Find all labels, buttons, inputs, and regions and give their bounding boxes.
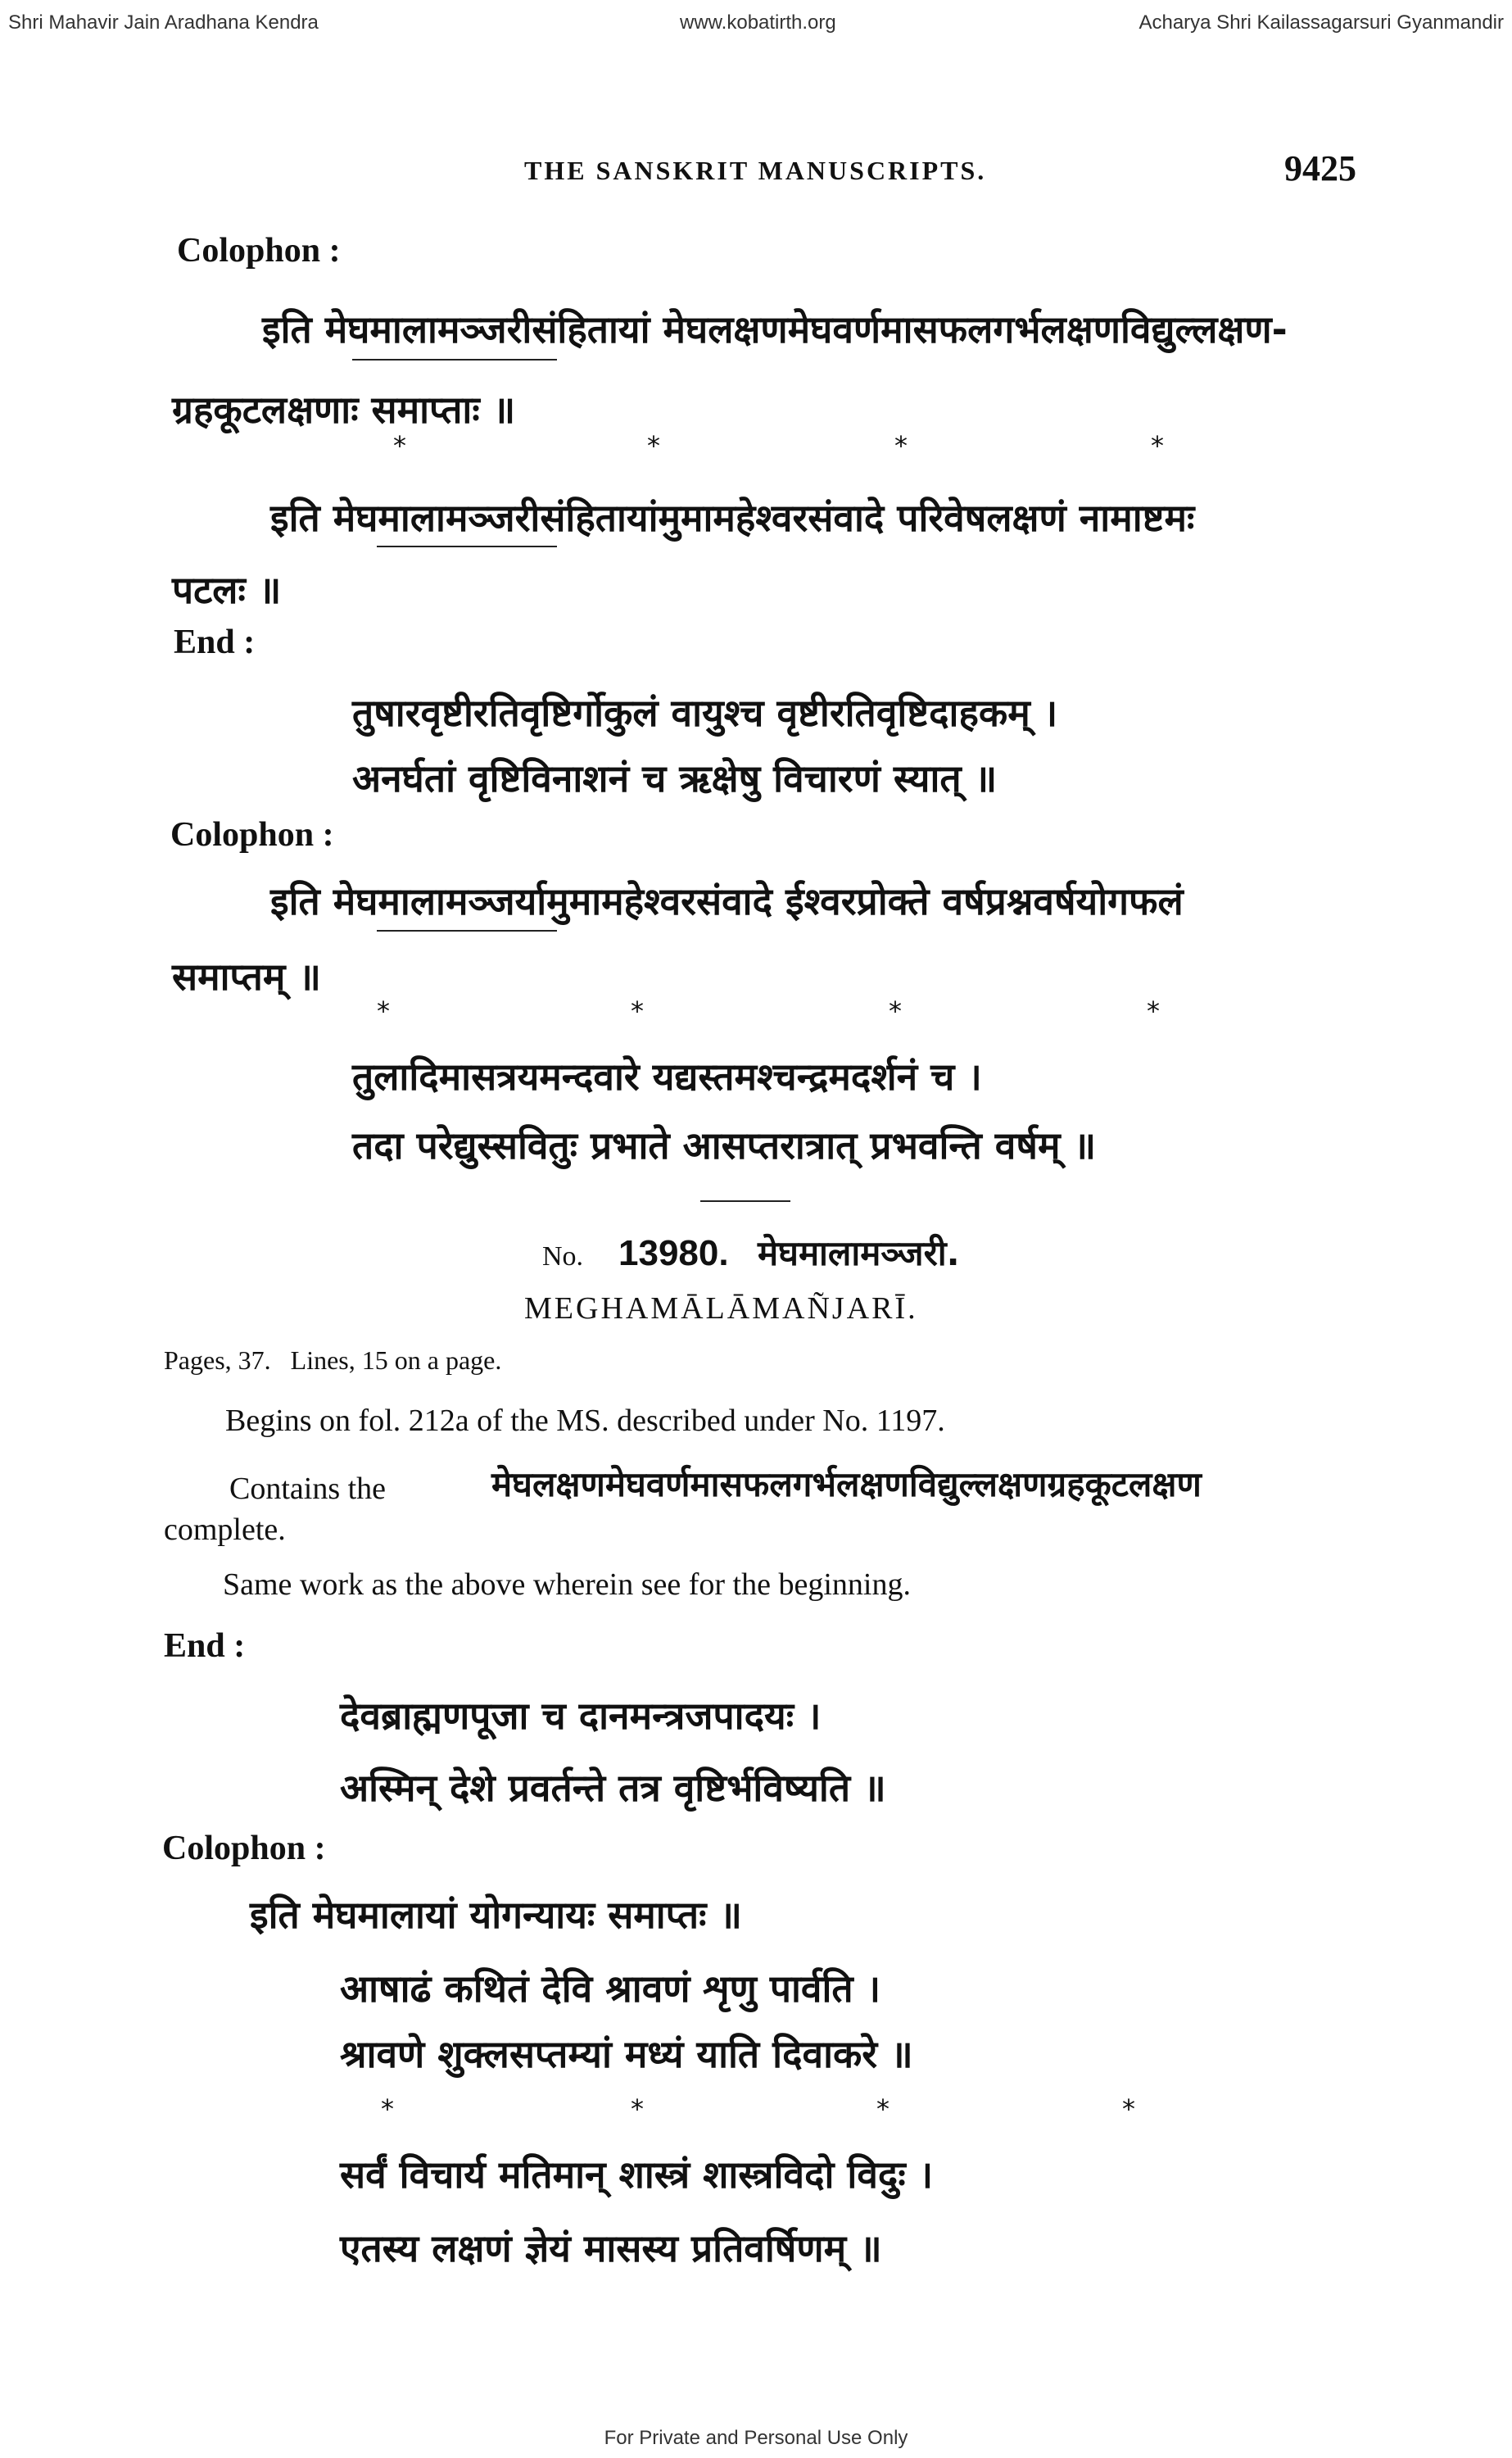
- underline-rule: [377, 930, 557, 932]
- verse-line: श्रावणे शुक्लसप्तम्यां मध्यं याति दिवाकरे ॥: [340, 2032, 913, 2076]
- colophon-line: इति मेघमालामञ्जरीसंहितायांमुमामहेश्वरसंवादे परिवेषलक्षणं नामाष्टमः: [270, 496, 1195, 540]
- separator-star: *: [631, 995, 644, 1027]
- pages-lines: Pages, 37. Lines, 15 on a page.: [164, 1345, 502, 1375]
- verse-line: तुषारवृष्टीरतिवृष्टिर्गोकुलं वायुश्च वृष्टीरतिवृष्टिदाहकम् ।: [352, 691, 1058, 735]
- same-work-note: Same work as the above wherein see for the beginning.: [223, 1567, 911, 1602]
- colophon-line: समाप्तम् ॥: [172, 955, 321, 999]
- separator-star: *: [894, 430, 908, 461]
- verse-line: एतस्य लक्षणं ज्ञेयं मासस्य प्रतिवर्षिणम् ॥: [340, 2226, 882, 2270]
- entry-number-label: No.: [542, 1241, 584, 1272]
- running-title: THE SANSKRIT MANUSCRIPTS.: [524, 156, 987, 185]
- separator-star: *: [876, 2093, 890, 2125]
- verse-line: तुलादिमासत्रयमन्दवारे यद्यस्तमश्चन्द्रमदर्शनं च ।: [352, 1054, 982, 1099]
- complete-text: complete.: [164, 1512, 286, 1547]
- colophon-line: इति मेघमालामञ्जर्यामुमामहेश्वरसंवादे ईश्वरप्रोक्ते वर्षप्रश्नवर्षयोगफलं: [270, 879, 1184, 923]
- contains-label: Contains the: [229, 1472, 387, 1506]
- begins-line: Begins on fol. 212a of the MS. described under No. 1197.: [225, 1404, 945, 1438]
- separator-star: *: [393, 430, 406, 461]
- separator-star: *: [377, 995, 390, 1027]
- section-divider: [700, 1200, 790, 1202]
- underline-rule: [352, 359, 557, 361]
- site-header-center: www.kobatirth.org: [680, 11, 836, 34]
- colophon-label: Colophon :: [177, 232, 341, 270]
- verse-line: तदा परेद्युस्सवितुः प्रभाते आसप्तरात्रात् प्रभवन्ति वर्षम् ॥: [352, 1123, 1097, 1168]
- verse-line: सर्वं विचार्य मतिमान् शास्त्रं शास्त्रविदो विदुः ।: [340, 2152, 934, 2197]
- end-label: End :: [164, 1627, 246, 1665]
- separator-star: *: [631, 2093, 644, 2125]
- site-header-left: Shri Mahavir Jain Aradhana Kendra: [8, 11, 319, 34]
- separator-star: *: [1147, 995, 1160, 1027]
- contains-devanagari: मेघलक्षणमेघवर्णमासफलगर्भलक्षणविद्युल्लक्षणग्रहकूटलक्षण: [491, 1464, 1202, 1504]
- separator-star: *: [1122, 2093, 1135, 2125]
- underline-rule: [377, 546, 557, 547]
- entry-number: 13980.: [618, 1233, 729, 1273]
- verse-line: अस्मिन् देशे प्रवर्तन्ते तत्र वृष्टिर्भविष्यति ॥: [340, 1766, 886, 1810]
- colophon-line: इति मेघमालायां योगन्यायः समाप्तः ॥: [250, 1893, 742, 1937]
- colophon-label: Colophon :: [162, 1830, 326, 1867]
- page-number: 9425: [1284, 148, 1356, 188]
- verse-line: देवब्राह्मणपूजा च दानमन्त्रजपादयः ।: [340, 1694, 822, 1738]
- colophon-line: ग्रहकूटलक्षणाः समाप्ताः ॥: [172, 388, 516, 432]
- separator-star: *: [889, 995, 902, 1027]
- entry-title-roman: MEGHAMĀLĀMAÑJARĪ.: [524, 1291, 918, 1326]
- verse-line: आषाढं कथितं देवि श्रावणं शृणु पार्वति ।: [340, 1966, 881, 2011]
- colophon-label: Colophon :: [170, 816, 334, 854]
- separator-star: *: [381, 2093, 394, 2125]
- entry-title-devanagari: मेघमालामञ्जरी.: [758, 1233, 960, 1273]
- separator-star: *: [647, 430, 660, 461]
- site-header-right: Acharya Shri Kailassagarsuri Gyanmandir: [1139, 11, 1504, 34]
- separator-star: *: [1151, 430, 1164, 461]
- end-label: End :: [174, 624, 256, 661]
- colophon-line: इति मेघमालामञ्जरीसंहितायां मेघलक्षणमेघवर्णमासफलगर्भलक्षणविद्युल्लक्षण-: [262, 307, 1288, 351]
- site-footer: For Private and Personal Use Only: [604, 2427, 908, 2449]
- colophon-line: पटलः ॥: [172, 568, 282, 612]
- verse-line: अनर्घतां वृष्टिविनाशनं च ऋक्षेषु विचारणं स्यात् ॥: [352, 756, 998, 800]
